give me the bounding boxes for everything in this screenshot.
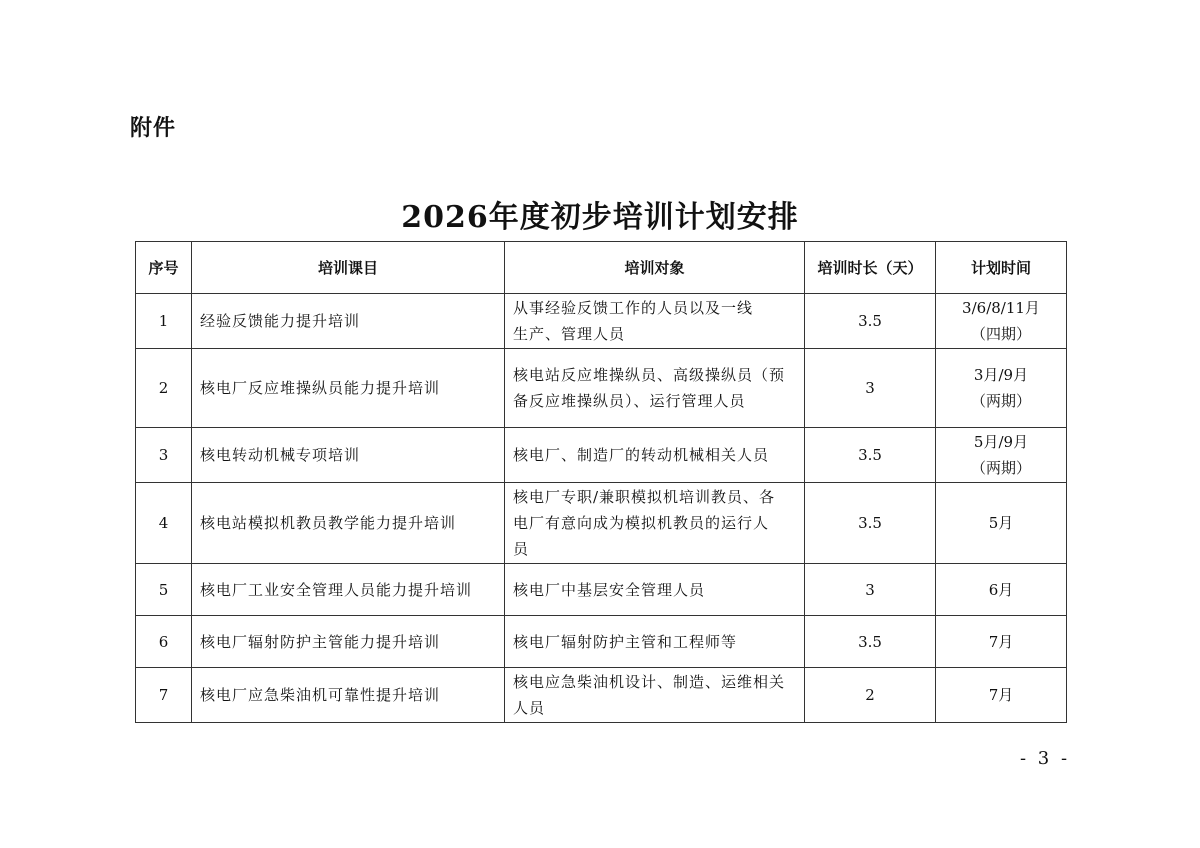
time-line: 3月/9月 bbox=[973, 366, 1029, 384]
target-line: 核电应急柴油机设计、制造、运维相关 bbox=[513, 673, 786, 691]
row-course: 经验反馈能力提升培训 bbox=[192, 294, 505, 349]
row-days: 3.5 bbox=[805, 428, 936, 483]
row-days: 3.5 bbox=[805, 294, 936, 349]
time-line: 3/6/8/11月 bbox=[962, 299, 1040, 317]
row-no: 5 bbox=[136, 564, 192, 616]
row-course: 核电厂工业安全管理人员能力提升培训 bbox=[192, 564, 505, 616]
row-days: 3.5 bbox=[805, 616, 936, 668]
row-time bbox=[936, 428, 1067, 483]
header-course: 培训课目 bbox=[192, 242, 505, 294]
row-target: 核电厂、制造厂的转动机械相关人员 bbox=[505, 428, 805, 483]
table-row bbox=[136, 349, 1067, 428]
row-days: 3 bbox=[805, 349, 936, 428]
row-target bbox=[505, 668, 805, 723]
row-target bbox=[505, 294, 805, 349]
table-row bbox=[136, 294, 1067, 349]
header-no: 序号 bbox=[136, 242, 192, 294]
time-line: （两期） bbox=[970, 392, 1031, 410]
target-line: 人员 bbox=[513, 699, 546, 717]
row-course: 核电转动机械专项培训 bbox=[192, 428, 505, 483]
row-days: 2 bbox=[805, 668, 936, 723]
row-days: 3 bbox=[805, 564, 936, 616]
row-time: 7月 bbox=[936, 668, 1067, 723]
row-time bbox=[936, 349, 1067, 428]
target-line: 核电厂专职/兼职模拟机培训教员、各 bbox=[513, 488, 776, 506]
row-target: 核电厂辐射防护主管和工程师等 bbox=[505, 616, 805, 668]
header-time: 计划时间 bbox=[936, 242, 1067, 294]
target-line: 员 bbox=[513, 540, 530, 558]
target-line: 电厂有意向成为模拟机教员的运行人 bbox=[513, 514, 770, 532]
time-line: 5月/9月 bbox=[973, 433, 1029, 451]
table-header-row bbox=[136, 242, 1067, 294]
row-course: 核电厂辐射防护主管能力提升培训 bbox=[192, 616, 505, 668]
row-target: 核电厂中基层安全管理人员 bbox=[505, 564, 805, 616]
header-days: 培训时长（天） bbox=[805, 242, 936, 294]
table-row bbox=[136, 616, 1067, 668]
row-time: 6月 bbox=[936, 564, 1067, 616]
time-line: （四期） bbox=[970, 325, 1031, 343]
row-course: 核电厂应急柴油机可靠性提升培训 bbox=[192, 668, 505, 723]
row-no: 6 bbox=[136, 616, 192, 668]
attachment-label: 附件 bbox=[130, 116, 177, 141]
table-row bbox=[136, 428, 1067, 483]
row-days: 3.5 bbox=[805, 483, 936, 564]
row-time bbox=[936, 294, 1067, 349]
header-target: 培训对象 bbox=[505, 242, 805, 294]
row-no: 3 bbox=[136, 428, 192, 483]
row-target bbox=[505, 349, 805, 428]
row-time: 5月 bbox=[936, 483, 1067, 564]
table-row bbox=[136, 483, 1067, 564]
row-target bbox=[505, 483, 805, 564]
table-row bbox=[136, 668, 1067, 723]
row-no: 2 bbox=[136, 349, 192, 428]
training-plan-table bbox=[135, 241, 1067, 723]
target-line: 生产、管理人员 bbox=[513, 325, 626, 343]
row-time: 7月 bbox=[936, 616, 1067, 668]
time-line: （两期） bbox=[970, 459, 1031, 477]
row-no: 1 bbox=[136, 294, 192, 349]
target-line: 核电站反应堆操纵员、高级操纵员（预 bbox=[513, 366, 786, 384]
row-no: 7 bbox=[136, 668, 192, 723]
row-course: 核电站模拟机教员教学能力提升培训 bbox=[192, 483, 505, 564]
row-course: 核电厂反应堆操纵员能力提升培训 bbox=[192, 349, 505, 428]
table-row bbox=[136, 564, 1067, 616]
page-number: - 3 - bbox=[1020, 748, 1071, 769]
target-line: 备反应堆操纵员）、运行管理人员 bbox=[513, 392, 746, 410]
document-title: 2026年度初步培训计划安排 bbox=[401, 200, 799, 235]
target-line: 从事经验反馈工作的人员以及一线 bbox=[513, 299, 754, 317]
row-no: 4 bbox=[136, 483, 192, 564]
